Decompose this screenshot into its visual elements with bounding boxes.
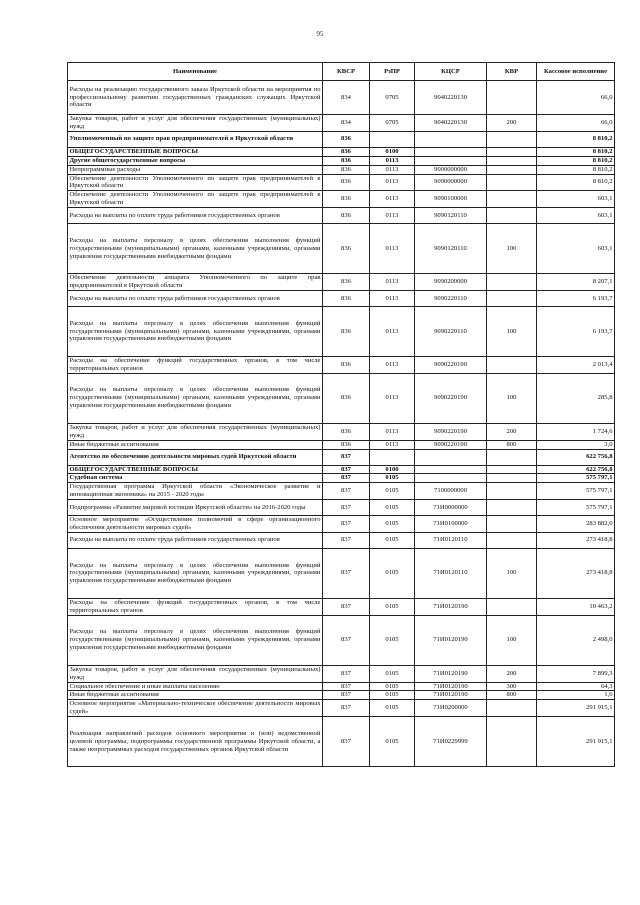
row-name: Расходы на выплаты персоналу в целях обеспечения выполнения функций государственными (муниципальными) органами, казенными учреждениями, органами управления государственными внебюджетными фондами (68, 548, 323, 598)
row-kvr (487, 174, 537, 191)
row-amount: 622 756,8 (537, 449, 615, 465)
header-kcsr: КЦСР (415, 63, 487, 81)
row-kvr (487, 147, 537, 156)
header-kvr: КВР (487, 63, 537, 81)
row-amount: 6 193,7 (537, 306, 615, 356)
row-rzpr: 0113 (370, 306, 415, 356)
row-kcsr: 71И0120110 (415, 532, 487, 548)
table-row (68, 356, 615, 373)
row-kvr: 300 (487, 682, 537, 691)
row-kvsr: 837 (323, 691, 370, 700)
table-row (68, 156, 615, 165)
row-name: Расходы на выплаты по оплате труда работников государственных органов (68, 208, 323, 224)
row-name: Социальное обеспечение и иные выплаты населению (68, 682, 323, 691)
row-amount: 7 899,3 (537, 665, 615, 682)
header-amount: Кассовое исполнение (537, 63, 615, 81)
table-row (68, 615, 615, 665)
row-amount: 285,8 (537, 373, 615, 423)
row-rzpr: 0113 (370, 423, 415, 440)
row-kvr (487, 532, 537, 548)
table-row (68, 306, 615, 356)
row-kvsr: 837 (323, 532, 370, 548)
row-rzpr: 0105 (370, 615, 415, 665)
row-name: ОБЩЕГОСУДАРСТВЕННЫЕ ВОПРОСЫ (68, 465, 323, 474)
table-header-row (68, 63, 615, 81)
row-kcsr: 9090100000 (415, 191, 487, 208)
row-name: Непрограммные расходы (68, 165, 323, 174)
row-kcsr: 71И0000000 (415, 500, 487, 516)
table-row (68, 532, 615, 548)
table-row (68, 700, 615, 717)
row-name: ОБЩЕГОСУДАРСТВЕННЫЕ ВОПРОСЫ (68, 147, 323, 156)
table-row (68, 174, 615, 191)
row-kvr (487, 465, 537, 474)
row-kvsr: 836 (323, 208, 370, 224)
row-rzpr (370, 131, 415, 147)
row-kvr: 800 (487, 691, 537, 700)
row-kvr (487, 483, 537, 500)
row-kcsr: 71И0100000 (415, 516, 487, 533)
table-row (68, 208, 615, 224)
table-row (68, 131, 615, 147)
table-row (68, 440, 615, 449)
row-rzpr: 0113 (370, 356, 415, 373)
row-rzpr: 0113 (370, 373, 415, 423)
row-name: Агентство по обеспечению деятельности мировых судей Иркутской области (68, 449, 323, 465)
row-kvsr: 837 (323, 465, 370, 474)
row-kvsr: 837 (323, 500, 370, 516)
row-amount: 1,6 (537, 691, 615, 700)
row-kcsr (415, 131, 487, 147)
row-kvsr: 837 (323, 474, 370, 483)
row-amount: 8 810,2 (537, 165, 615, 174)
row-kvsr: 836 (323, 191, 370, 208)
row-amount: 6 193,7 (537, 290, 615, 306)
row-kcsr: 71И0200000 (415, 700, 487, 717)
row-amount: 66,0 (537, 115, 615, 132)
row-kcsr (415, 156, 487, 165)
row-amount: 575 797,1 (537, 474, 615, 483)
row-amount: 575 797,1 (537, 483, 615, 500)
row-rzpr: 0705 (370, 81, 415, 115)
table-row (68, 548, 615, 598)
table-row (68, 115, 615, 132)
row-amount: 2 498,0 (537, 615, 615, 665)
table-row (68, 191, 615, 208)
row-amount: 273 418,8 (537, 548, 615, 598)
row-name: Государственная программа Иркутской области «Экономическое развитие и инновационная экономика» на 2015 - 2020 годы (69, 483, 321, 499)
row-name: Закупка товаров, работ и услуг для обеспечения государственных (муниципальных) нужд (69, 423, 321, 439)
row-kvsr: 837 (323, 483, 370, 500)
row-amount: 3,0 (537, 440, 615, 449)
row-kcsr: 9090120110 (415, 224, 487, 274)
row-kvr: 200 (487, 665, 537, 682)
row-kvr (487, 131, 537, 147)
row-kvsr: 837 (323, 449, 370, 465)
row-kcsr: 9090200000 (415, 274, 487, 291)
row-kvsr: 834 (323, 115, 370, 132)
row-name: Расходы на обеспечение функций государственных органов, в том числе территориальных органов (69, 598, 321, 614)
row-rzpr: 0100 (370, 147, 415, 156)
row-amount: 622 756,8 (537, 465, 615, 474)
row-kvsr: 836 (323, 174, 370, 191)
row-rzpr: 0113 (370, 274, 415, 291)
row-kvsr: 837 (323, 516, 370, 533)
row-kvsr: 836 (323, 156, 370, 165)
row-kvsr: 836 (323, 373, 370, 423)
row-amount: 64,3 (537, 682, 615, 691)
table-row (68, 691, 615, 700)
row-kvr: 100 (487, 548, 537, 598)
row-name: Расходы на выплаты по оплате труда работников государственных органов (68, 532, 323, 548)
table-row (68, 449, 615, 465)
row-name: Обеспечение деятельности Уполномоченного по защите прав предпринимателей в Иркутской области (69, 174, 321, 190)
row-rzpr: 0113 (370, 290, 415, 306)
row-kcsr: 71И0120110 (415, 548, 487, 598)
row-kcsr: 7100000000 (415, 483, 487, 500)
page-number: 95 (316, 30, 324, 38)
row-kvsr: 837 (323, 717, 370, 767)
row-kvsr: 837 (323, 548, 370, 598)
table-row (68, 373, 615, 423)
row-rzpr (370, 449, 415, 465)
table-row (68, 274, 615, 291)
row-rzpr: 0105 (370, 483, 415, 500)
row-kvsr: 836 (323, 131, 370, 147)
row-name: Реализация направлений расходов основного мероприятия и (или) ведомственной целевой программы, подпрограммы государственной программы Иркутской области, а также непрограммных расходов государственных органов Иркутской области (68, 717, 323, 767)
row-kvr: 100 (487, 615, 537, 665)
row-rzpr: 0105 (370, 717, 415, 767)
row-kcsr: 9090120110 (415, 208, 487, 224)
row-kvsr: 836 (323, 306, 370, 356)
row-kvr (487, 165, 537, 174)
row-amount: 1 724,6 (537, 423, 615, 440)
row-kvsr: 837 (323, 615, 370, 665)
row-rzpr: 0100 (370, 465, 415, 474)
row-name: Расходы на выплаты персоналу в целях обеспечения выполнения функций государственными (муниципальными) органами, казенными учреждениями, органами управления государственными внебюджетными фондами (68, 224, 323, 274)
row-kvr (487, 449, 537, 465)
table-row (68, 147, 615, 156)
row-kcsr: 9090220110 (415, 306, 487, 356)
row-kcsr: 71И0120190 (415, 691, 487, 700)
row-kvsr: 836 (323, 165, 370, 174)
row-rzpr: 0105 (370, 516, 415, 533)
row-amount: 8 810,2 (537, 156, 615, 165)
row-kcsr (415, 147, 487, 156)
row-kcsr: 9090220110 (415, 290, 487, 306)
row-kcsr: 9040220130 (415, 115, 487, 132)
row-name: Иные бюджетные ассигнования (68, 691, 323, 700)
row-kvsr: 836 (323, 440, 370, 449)
row-kvsr: 836 (323, 274, 370, 291)
row-kvr (487, 81, 537, 115)
row-kvr (487, 208, 537, 224)
row-rzpr: 0105 (370, 500, 415, 516)
table-row (68, 516, 615, 533)
row-name: Закупка товаров, работ и услуг для обеспечения государственных (муниципальных) нужд (69, 115, 321, 130)
row-name: Расходы на выплаты персоналу в целях обеспечения выполнения функций государственными (муниципальными) органами, казенными учреждениями, органами управления государственными внебюджетными фондами (68, 306, 323, 356)
row-rzpr: 0105 (370, 598, 415, 615)
row-amount: 66,0 (537, 81, 615, 115)
row-name: Расходы на выплаты по оплате труда работников государственных органов (68, 290, 323, 306)
row-kvr (487, 156, 537, 165)
row-name: Другие общегосударственные вопросы (68, 156, 323, 165)
row-name: Обеспечение деятельности аппарата Уполномоченного по защите прав предпринимателей в Иркутской области (69, 274, 321, 290)
row-kvsr: 836 (323, 224, 370, 274)
row-kcsr: 71И0120190 (415, 665, 487, 682)
row-kvsr: 837 (323, 598, 370, 615)
row-rzpr: 0113 (370, 174, 415, 191)
row-kvr: 200 (487, 423, 537, 440)
row-name: Расходы на обеспечение функций государственных органов, в том числе территориальных органов (69, 356, 321, 372)
row-rzpr: 0113 (370, 208, 415, 224)
row-kcsr: 9090220190 (415, 423, 487, 440)
table-row (68, 81, 615, 115)
row-name: Уполномоченный по защите прав предпринимателей в Иркутской области (68, 131, 323, 147)
row-amount: 2 013,4 (537, 356, 615, 373)
row-amount: 8 810,2 (537, 147, 615, 156)
row-amount: 283 882,0 (537, 516, 615, 533)
header-rzpr: РзПР (370, 63, 415, 81)
row-kcsr: 9090220190 (415, 440, 487, 449)
row-kcsr: 71И0120190 (415, 598, 487, 615)
row-kcsr: 9090220190 (415, 356, 487, 373)
row-kcsr: 9090000000 (415, 174, 487, 191)
row-rzpr: 0105 (370, 665, 415, 682)
table-row (68, 423, 615, 440)
row-kvsr: 837 (323, 700, 370, 717)
row-amount: 603,1 (537, 224, 615, 274)
row-name: Подпрограмма «Развитие мировой юстиции Иркутской области» на 2016-2020 годы (68, 500, 323, 516)
table-row (68, 224, 615, 274)
row-kvsr: 837 (323, 682, 370, 691)
row-rzpr: 0113 (370, 224, 415, 274)
row-kvr (487, 356, 537, 373)
row-rzpr: 0705 (370, 115, 415, 132)
row-kvr (487, 274, 537, 291)
row-kvr (487, 290, 537, 306)
header-name: Наименование (68, 63, 323, 81)
row-kvr (487, 474, 537, 483)
row-amount: 603,1 (537, 191, 615, 208)
row-kcsr: 9090220190 (415, 373, 487, 423)
table-row (68, 165, 615, 174)
row-name: Расходы на выплаты персоналу в целях обеспечения выполнения функций государственными (муниципальными) органами, казенными учреждениями, органами управления государственными внебюджетными фондами (68, 615, 323, 665)
row-amount: 8 810,2 (537, 174, 615, 191)
row-kvr: 100 (487, 306, 537, 356)
row-rzpr: 0105 (370, 700, 415, 717)
row-kcsr (415, 465, 487, 474)
row-rzpr: 0113 (370, 165, 415, 174)
row-kcsr: 9040220130 (415, 81, 487, 115)
row-rzpr: 0113 (370, 156, 415, 165)
row-rzpr: 0105 (370, 548, 415, 598)
row-kvr (487, 516, 537, 533)
row-kvr: 100 (487, 224, 537, 274)
row-kvr (487, 700, 537, 717)
row-rzpr: 0105 (370, 474, 415, 483)
table-row (68, 665, 615, 682)
row-amount: 8 810,2 (537, 131, 615, 147)
row-kvr (487, 500, 537, 516)
row-rzpr: 0113 (370, 440, 415, 449)
row-kvr: 100 (487, 373, 537, 423)
table-row (68, 717, 615, 767)
row-kvr: 200 (487, 115, 537, 132)
table-row (68, 483, 615, 500)
row-kvsr: 836 (323, 290, 370, 306)
row-kvr (487, 191, 537, 208)
row-amount: 273 418,8 (537, 532, 615, 548)
row-name: Обеспечение деятельности Уполномоченного по защите прав предпринимателей в Иркутской области (69, 191, 321, 207)
row-name: Основное мероприятие «Осуществление полномочий в сфере организационного обеспечения деятельности мировых судей» (69, 516, 321, 532)
row-rzpr: 0105 (370, 532, 415, 548)
row-kcsr: 71И0120190 (415, 615, 487, 665)
table-row (68, 474, 615, 483)
row-kvsr: 837 (323, 665, 370, 682)
row-rzpr: 0105 (370, 682, 415, 691)
row-kvsr: 836 (323, 356, 370, 373)
table-row (68, 500, 615, 516)
row-amount: 291 915,1 (537, 717, 615, 767)
row-rzpr: 0105 (370, 691, 415, 700)
row-name: Расходы на реализацию государственного заказа Иркутской области на мероприятия по профессиональному развитию государственных гражданских служащих Иркутской области (68, 81, 323, 115)
table-row (68, 682, 615, 691)
row-name: Основное мероприятие «Материально-техническое обеспечение деятельности мировых судей» (69, 700, 321, 716)
row-kvr: 800 (487, 440, 537, 449)
row-name: Расходы на выплаты персоналу в целях обеспечения выполнения функций государственными (муниципальными) органами, казенными учреждениями, органами управления государственными внебюджетными фондами (68, 373, 323, 423)
row-name: Закупка товаров, работ и услуг для обеспечения государственных (муниципальных) нужд (69, 665, 321, 681)
row-kvsr: 836 (323, 423, 370, 440)
row-rzpr: 0113 (370, 191, 415, 208)
row-amount: 575 797,1 (537, 500, 615, 516)
row-kcsr: 9000000000 (415, 165, 487, 174)
row-amount: 8 207,1 (537, 274, 615, 291)
row-amount: 10 463,2 (537, 598, 615, 615)
row-kvr (487, 598, 537, 615)
row-amount: 291 915,1 (537, 700, 615, 717)
row-name: Судебная система (68, 474, 323, 483)
row-amount: 603,1 (537, 208, 615, 224)
row-kcsr: 71И0120190 (415, 682, 487, 691)
row-kcsr (415, 449, 487, 465)
table-row (68, 290, 615, 306)
budget-table (67, 62, 615, 767)
row-name: Иные бюджетные ассигнования (68, 440, 323, 449)
row-kvsr: 834 (323, 81, 370, 115)
table-row (68, 465, 615, 474)
row-kvr (487, 717, 537, 767)
row-kvsr: 836 (323, 147, 370, 156)
header-kvsr: КВСР (323, 63, 370, 81)
row-kcsr: 71И0229999 (415, 717, 487, 767)
table-row (68, 598, 615, 615)
row-kcsr (415, 474, 487, 483)
